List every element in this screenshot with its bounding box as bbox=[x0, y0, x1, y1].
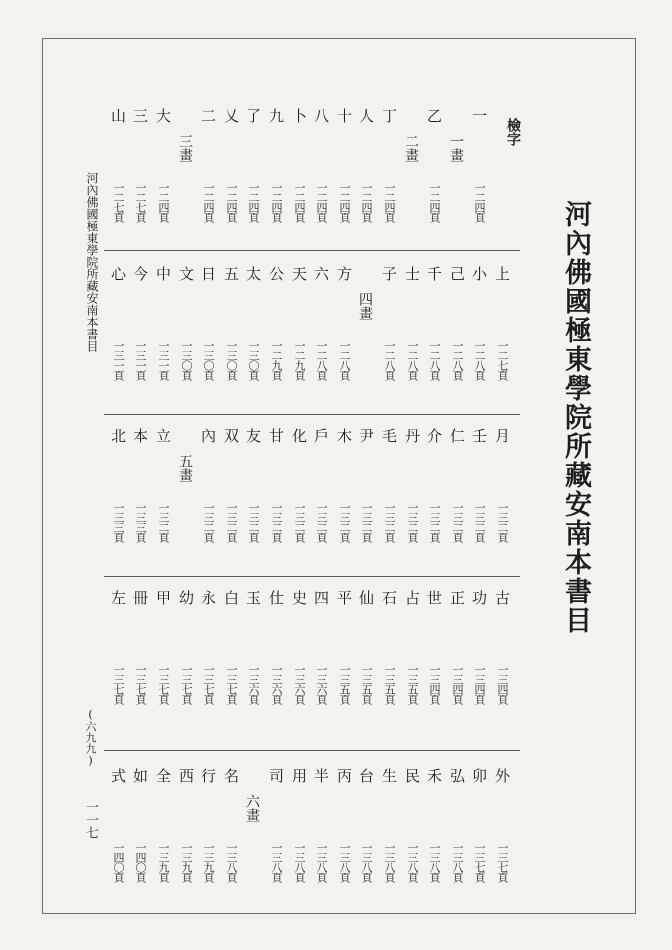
page-reference: 一三五頁 bbox=[383, 664, 396, 704]
index-character: 丁 bbox=[380, 108, 398, 123]
page-reference: 一三三頁 bbox=[112, 502, 125, 542]
page-reference: 一三八頁 bbox=[428, 842, 441, 882]
page-reference: 一三八頁 bbox=[270, 842, 283, 882]
index-character: 北 bbox=[109, 428, 127, 443]
index-character: 行 bbox=[199, 768, 217, 783]
index-character: 心 bbox=[109, 266, 127, 281]
index-character: 如 bbox=[131, 768, 149, 783]
page-reference: 一三八頁 bbox=[225, 842, 238, 882]
page-reference: 一三九頁 bbox=[180, 842, 193, 882]
index-character: 本 bbox=[131, 428, 149, 443]
index-character: 戶 bbox=[312, 428, 330, 443]
index-character: 三 bbox=[131, 108, 149, 123]
index-character: 生 bbox=[380, 768, 398, 783]
index-character: 小 bbox=[470, 266, 488, 281]
page-reference: 一三〇頁 bbox=[247, 340, 260, 380]
index-character: 毛 bbox=[380, 428, 398, 443]
index-character: 子 bbox=[380, 266, 398, 281]
page-reference: 一三七頁 bbox=[180, 664, 193, 704]
page-reference: 一三四頁 bbox=[451, 664, 464, 704]
index-character: 玉 bbox=[244, 590, 262, 605]
index-character: 甘 bbox=[267, 428, 285, 443]
index-character: 式 bbox=[109, 768, 127, 783]
page-reference: 一二四頁 bbox=[202, 182, 215, 222]
index-character: 永 bbox=[199, 590, 217, 605]
page-reference: 一三〇頁 bbox=[225, 340, 238, 380]
index-character: 介 bbox=[425, 428, 443, 443]
index-character: 月 bbox=[493, 428, 511, 443]
page-reference: 一四〇頁 bbox=[112, 842, 125, 882]
book-title: 河內佛國極東學院所藏安南本書目 bbox=[560, 200, 591, 635]
index-character: 全 bbox=[154, 768, 172, 783]
page-reference: 一三八頁 bbox=[360, 842, 373, 882]
index-character: 中 bbox=[154, 266, 172, 281]
page-reference: 一三三頁 bbox=[134, 502, 147, 542]
index-character: 乙 bbox=[425, 108, 443, 123]
page-reference: 一二九頁 bbox=[270, 340, 283, 380]
page-reference: 一三四頁 bbox=[473, 664, 486, 704]
index-character: 丹 bbox=[403, 428, 421, 443]
stroke-count-heading: 四畫 bbox=[357, 292, 373, 320]
page-reference: 一二七頁 bbox=[112, 182, 125, 222]
page-reference: 一二四頁 bbox=[293, 182, 306, 222]
index-character: 卜 bbox=[290, 108, 308, 123]
page-reference: 一三二頁 bbox=[270, 502, 283, 542]
index-character: 了 bbox=[244, 108, 262, 123]
index-character: 名 bbox=[222, 768, 240, 783]
row-divider bbox=[104, 576, 520, 577]
page-reference: 一三七頁 bbox=[157, 664, 170, 704]
index-character: 五 bbox=[222, 266, 240, 281]
page-reference: 一三二頁 bbox=[315, 502, 328, 542]
index-character: 台 bbox=[357, 768, 375, 783]
index-character: 天 bbox=[290, 266, 308, 281]
index-character: 大 bbox=[154, 108, 172, 123]
stroke-count-heading: 三畫 bbox=[177, 134, 193, 162]
index-character: 上 bbox=[493, 266, 511, 281]
index-character: 八 bbox=[312, 108, 330, 123]
page-reference: 一三二頁 bbox=[428, 502, 441, 542]
page-reference: 一三〇頁 bbox=[202, 340, 215, 380]
page-reference: 一三五頁 bbox=[406, 664, 419, 704]
index-character: 立 bbox=[154, 428, 172, 443]
page-reference: 一三六頁 bbox=[247, 664, 260, 704]
page-reference: 一三二頁 bbox=[451, 502, 464, 542]
stroke-count-heading: 一畫 bbox=[448, 134, 464, 162]
page-reference: 一二八頁 bbox=[338, 340, 351, 380]
page-reference: 一三八頁 bbox=[293, 842, 306, 882]
page-reference: 一二七頁 bbox=[496, 340, 509, 380]
page-reference: 一二四頁 bbox=[315, 182, 328, 222]
page-reference: 一三七頁 bbox=[225, 664, 238, 704]
page-reference: 一三二頁 bbox=[225, 502, 238, 542]
index-character: 石 bbox=[380, 590, 398, 605]
page-reference: 一三八頁 bbox=[383, 842, 396, 882]
page-reference: 一二八頁 bbox=[383, 340, 396, 380]
index-character: 甲 bbox=[154, 590, 172, 605]
index-character: 占 bbox=[403, 590, 421, 605]
index-character: 卯 bbox=[470, 768, 488, 783]
page-reference: 一三二頁 bbox=[383, 502, 396, 542]
page-reference: 一二八頁 bbox=[406, 340, 419, 380]
index-character: 史 bbox=[290, 590, 308, 605]
page-reference: 一三二頁 bbox=[202, 502, 215, 542]
page-reference: 一四〇頁 bbox=[134, 842, 147, 882]
page-reference: 一三〇頁 bbox=[180, 340, 193, 380]
index-character: 白 bbox=[222, 590, 240, 605]
row-divider bbox=[104, 414, 520, 415]
index-character: 乂 bbox=[222, 108, 240, 123]
page-reference: 一三二頁 bbox=[496, 502, 509, 542]
page-reference: 一二八頁 bbox=[451, 340, 464, 380]
stroke-count-heading: 五畫 bbox=[177, 454, 193, 482]
page-number: 一一七 bbox=[83, 800, 98, 839]
index-character: 壬 bbox=[470, 428, 488, 443]
page-reference: 一三二頁 bbox=[360, 502, 373, 542]
page-reference: 一三四頁 bbox=[496, 664, 509, 704]
page-reference: 一三二頁 bbox=[338, 502, 351, 542]
index-character: 尹 bbox=[357, 428, 375, 443]
index-character: 丙 bbox=[335, 768, 353, 783]
index-character: 禾 bbox=[425, 768, 443, 783]
index-character: 十 bbox=[335, 108, 353, 123]
index-character: 日 bbox=[199, 266, 217, 281]
page-reference: 一二七頁 bbox=[134, 182, 147, 222]
index-character: 六 bbox=[312, 266, 330, 281]
page-reference: 一三八頁 bbox=[338, 842, 351, 882]
running-title: 河內佛國極東學院所藏安南本書目 bbox=[85, 172, 99, 352]
index-character: 四 bbox=[312, 590, 330, 605]
page-reference: 一三七頁 bbox=[473, 842, 486, 882]
stroke-count-heading: 六畫 bbox=[244, 794, 260, 822]
index-character: 仕 bbox=[267, 590, 285, 605]
index-character: 士 bbox=[403, 266, 421, 281]
index-character: 化 bbox=[290, 428, 308, 443]
index-character: 弘 bbox=[448, 768, 466, 783]
index-character: 功 bbox=[470, 590, 488, 605]
page-reference: 一三五頁 bbox=[338, 664, 351, 704]
index-character: 外 bbox=[493, 768, 511, 783]
page-reference: 一二四頁 bbox=[383, 182, 396, 222]
index-character: 平 bbox=[335, 590, 353, 605]
index-character: 仁 bbox=[448, 428, 466, 443]
page-reference: 一三二頁 bbox=[406, 502, 419, 542]
page-reference: 一三五頁 bbox=[360, 664, 373, 704]
index-character: 人 bbox=[357, 108, 375, 123]
row-divider bbox=[104, 750, 520, 751]
page-reference: 一二四頁 bbox=[473, 182, 486, 222]
index-character: 正 bbox=[448, 590, 466, 605]
page-reference: 一二八頁 bbox=[473, 340, 486, 380]
index-character: 西 bbox=[177, 768, 195, 783]
page-reference: 一二四頁 bbox=[428, 182, 441, 222]
index-character: 方 bbox=[335, 266, 353, 281]
page-reference: 一二四頁 bbox=[157, 182, 170, 222]
index-character: 友 bbox=[244, 428, 262, 443]
page-reference: 一三六頁 bbox=[270, 664, 283, 704]
page-reference: 一三八頁 bbox=[451, 842, 464, 882]
index-character: 己 bbox=[448, 266, 466, 281]
index-character: 今 bbox=[131, 266, 149, 281]
page-reference: 一三一頁 bbox=[134, 340, 147, 380]
index-character: 用 bbox=[290, 768, 308, 783]
page-reference: 一三九頁 bbox=[157, 842, 170, 882]
page-reference: 一三四頁 bbox=[428, 664, 441, 704]
index-character: 九 bbox=[267, 108, 285, 123]
index-character: 古 bbox=[493, 590, 511, 605]
page-reference: 一二四頁 bbox=[247, 182, 260, 222]
page-reference: 一三一頁 bbox=[112, 340, 125, 380]
page-reference: 一三二頁 bbox=[157, 502, 170, 542]
folio-number: (六九九) bbox=[84, 708, 97, 767]
index-character: 司 bbox=[267, 768, 285, 783]
index-character: 千 bbox=[425, 266, 443, 281]
index-character: 幼 bbox=[177, 590, 195, 605]
page-reference: 一三八頁 bbox=[406, 842, 419, 882]
page-reference: 一三七頁 bbox=[134, 664, 147, 704]
page-reference: 一三八頁 bbox=[315, 842, 328, 882]
index-character: 太 bbox=[244, 266, 262, 281]
page-reference: 一三二頁 bbox=[293, 502, 306, 542]
index-character: 民 bbox=[403, 768, 421, 783]
page-reference: 一二四頁 bbox=[360, 182, 373, 222]
stroke-count-heading: 二畫 bbox=[403, 134, 419, 162]
index-character: 双 bbox=[222, 428, 240, 443]
page-reference: 一二四頁 bbox=[225, 182, 238, 222]
page-reference: 一三九頁 bbox=[202, 842, 215, 882]
index-character: 冊 bbox=[131, 590, 149, 605]
page-reference: 一二八頁 bbox=[428, 340, 441, 380]
page-reference: 一二四頁 bbox=[270, 182, 283, 222]
page-reference: 一三六頁 bbox=[293, 664, 306, 704]
index-character: 世 bbox=[425, 590, 443, 605]
page-reference: 一三一頁 bbox=[157, 340, 170, 380]
page-reference: 一三七頁 bbox=[496, 842, 509, 882]
index-character: 山 bbox=[109, 108, 127, 123]
page-reference: 一二九頁 bbox=[293, 340, 306, 380]
index-character: 左 bbox=[109, 590, 127, 605]
row-divider bbox=[104, 250, 520, 251]
page-reference: 一三七頁 bbox=[202, 664, 215, 704]
page-reference: 一二四頁 bbox=[338, 182, 351, 222]
page-reference: 一三二頁 bbox=[247, 502, 260, 542]
page-reference: 一二八頁 bbox=[315, 340, 328, 380]
index-character: 半 bbox=[312, 768, 330, 783]
index-character: 木 bbox=[335, 428, 353, 443]
index-character: 二 bbox=[199, 108, 217, 123]
page-reference: 一三六頁 bbox=[315, 664, 328, 704]
index-character: 公 bbox=[267, 266, 285, 281]
index-character: 內 bbox=[199, 428, 217, 443]
page-reference: 一三二頁 bbox=[473, 502, 486, 542]
index-character: 仙 bbox=[357, 590, 375, 605]
page-reference: 一三七頁 bbox=[112, 664, 125, 704]
index-label: 檢字 bbox=[505, 118, 521, 146]
index-character: 文 bbox=[177, 266, 195, 281]
index-character: 一 bbox=[470, 108, 488, 123]
